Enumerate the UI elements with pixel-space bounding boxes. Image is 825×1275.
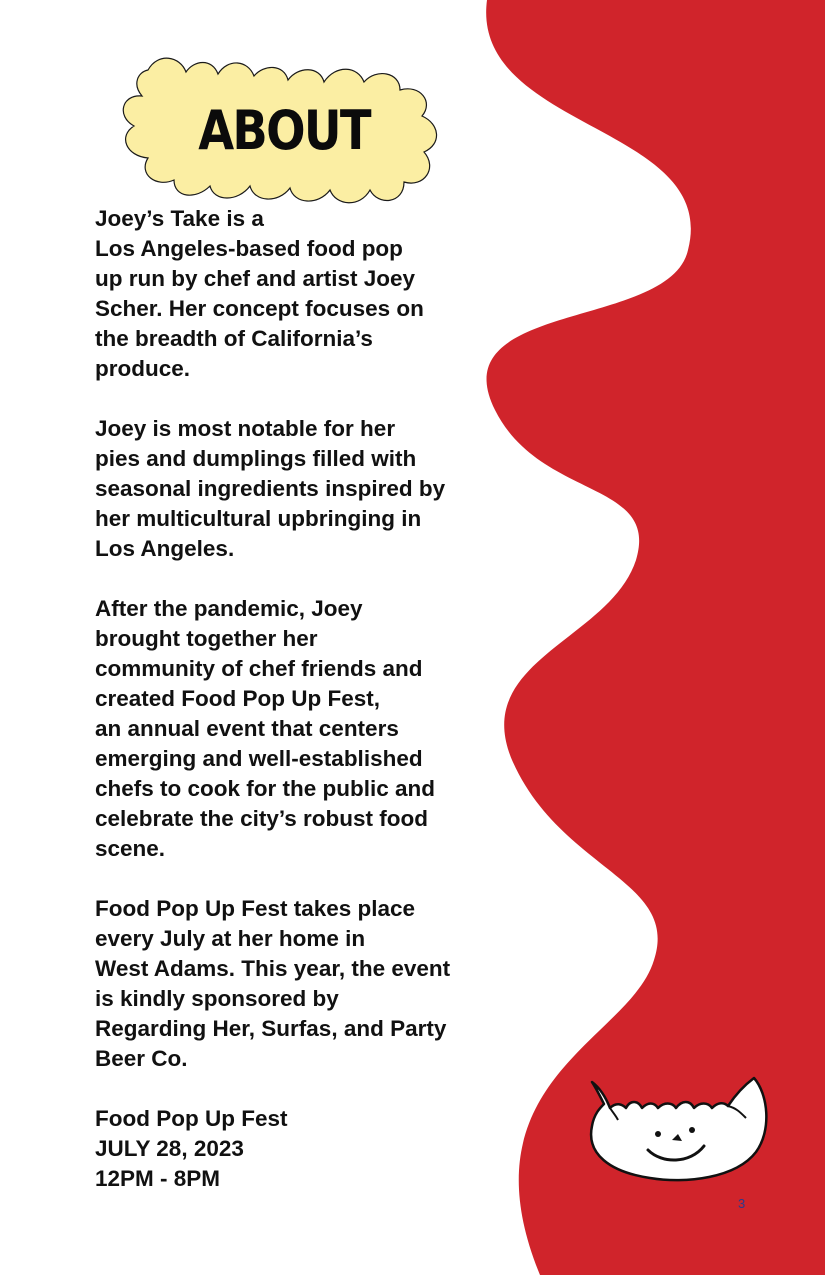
dumpling-face-icon bbox=[586, 1074, 772, 1184]
paragraph-notable bbox=[95, 414, 515, 564]
paragraph-pandemic bbox=[95, 594, 515, 864]
text-line: Regarding Her, Surfas, and Party bbox=[95, 1016, 447, 1041]
text-line: emerging and well-established bbox=[95, 746, 423, 771]
text-line: community of chef friends and bbox=[95, 656, 423, 681]
page-title: ABOUT bbox=[198, 99, 370, 162]
event-date: JULY 28, 2023 bbox=[95, 1136, 244, 1161]
text-line: produce. bbox=[95, 356, 191, 381]
text-line: After the pandemic, Joey bbox=[95, 596, 363, 621]
event-details bbox=[95, 1104, 515, 1194]
text-line: chefs to cook for the public and bbox=[95, 776, 436, 801]
text-line: seasonal ingredients inspired by bbox=[95, 476, 446, 501]
text-line: Los Angeles. bbox=[95, 536, 235, 561]
text-line: the breadth of California’s bbox=[95, 326, 373, 351]
paragraph-intro bbox=[95, 204, 515, 384]
text-line: Food Pop Up Fest takes place bbox=[95, 896, 416, 921]
text-line: Joey’s Take is a bbox=[95, 206, 264, 231]
event-time: 12PM - 8PM bbox=[95, 1166, 221, 1191]
text-line: Joey is most notable for her bbox=[95, 416, 396, 441]
text-line: up run by chef and artist Joey bbox=[95, 266, 416, 291]
text-line: Beer Co. bbox=[95, 1046, 188, 1071]
page-number: 3 bbox=[738, 1196, 746, 1211]
text-line: scene. bbox=[95, 836, 166, 861]
text-line: West Adams. This year, the event bbox=[95, 956, 451, 981]
paragraph-sponsors bbox=[95, 894, 515, 1074]
text-line: Scher. Her concept focuses on bbox=[95, 296, 424, 321]
text-line: Los Angeles-based food pop bbox=[95, 236, 403, 261]
event-name: Food Pop Up Fest bbox=[95, 1106, 288, 1131]
text-line: an annual event that centers bbox=[95, 716, 399, 741]
text-line: brought together her bbox=[95, 626, 318, 651]
text-line: created Food Pop Up Fest, bbox=[95, 686, 381, 711]
text-line: pies and dumplings filled with bbox=[95, 446, 417, 471]
text-line: celebrate the city’s robust food bbox=[95, 806, 428, 831]
text-line: every July at her home in bbox=[95, 926, 366, 951]
text-line: is kindly sponsored by bbox=[95, 986, 339, 1011]
about-text bbox=[95, 204, 515, 1224]
text-line: her multicultural upbringing in bbox=[95, 506, 422, 531]
